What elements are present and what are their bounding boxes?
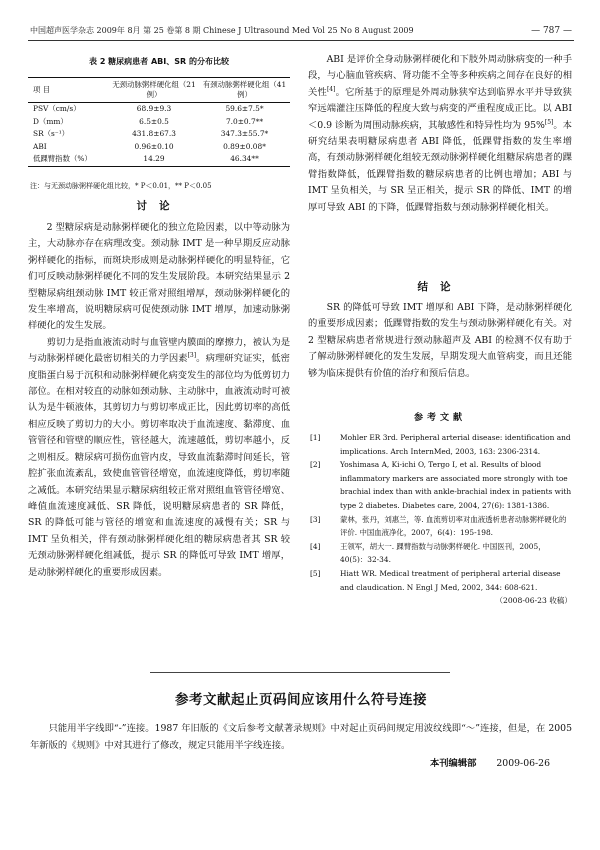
- received-date: （2008-06-23 收稿）: [495, 596, 572, 606]
- row-value-plaque: 0.89±0.08*: [223, 141, 266, 151]
- row-item: PSV（cm/s）: [33, 104, 81, 113]
- reference-text: 蒙林，张丹，刘惠兰，等. 血流剪切率对血液透析患者动脉粥样硬化的评价. 中国血液净化，2007，6(4)：195-198.: [340, 514, 567, 538]
- table-row: [28, 141, 290, 154]
- reference-number: [2]: [310, 460, 321, 470]
- table-row: [28, 116, 290, 129]
- references-heading: 参考文献: [413, 413, 466, 423]
- citation: [3]: [187, 352, 197, 360]
- row-value-no-plaque: 14.29: [143, 154, 165, 164]
- discussion-paragraph-1: 2 型糖尿病是动脉粥样硬化的独立危险因素，以中等动脉为主，大动脉亦存在病理改变。颈动脉 IMT 是一种早期反应动脉粥样硬化的指标，而斑块形成则是动脉粥样硬化的明显特征，它们可反映动脉粥样硬化不同的发生发展阶段。本研究结果显示 2 型糖尿病组颈动脉 IMT 较正常对照组增厚，颈动脉粥样硬化的发生率增高，说明糖尿病可促使颈动脉 IMT 增厚，加速动脉粥样硬化的发生发展。: [28, 222, 290, 332]
- citation: [5]: [544, 118, 554, 126]
- conclusion-paragraph: SR 的降低可导致 IMT 增厚和 ABI 下降，是动脉粥样硬化的重要形成因素；低踝臂指数的发生与颈动脉粥样硬化有关。对 2 型糖尿病患者常规进行颈动脉超声及 ABI 的检测不仅有助于了解动脉粥样硬化的发生发展，早期发现大血管病变，而且还能够为临床提供有价值的治疗和预后信息。: [308, 302, 572, 379]
- row-item: 低踝臂指数（%）: [33, 154, 92, 164]
- row-value-plaque: 59.6±7.5*: [225, 104, 264, 113]
- table-header-row: [28, 78, 290, 103]
- editorial-office: 本刊编辑部: [429, 758, 477, 769]
- citation: [4]: [326, 85, 336, 93]
- row-value-plaque: 347.3±55.7*: [220, 129, 269, 139]
- reference-number: [5]: [310, 568, 321, 578]
- row-value-no-plaque: 6.5±0.5: [139, 116, 169, 126]
- notice-title: 参考文献起止页码间应该用什么符号连接: [175, 692, 427, 708]
- table-row: [28, 128, 290, 141]
- section-separator: [150, 672, 450, 673]
- reference-list: [310, 431, 572, 608]
- header-rule: [28, 40, 574, 41]
- conclusion-heading: 结论: [417, 281, 463, 293]
- col-no-plaque-header: 无颈动脉粥样硬化组（21 例）: [112, 80, 196, 99]
- notice-paragraph: 只能用半字线即“-”连接。1987 年旧版的《文后参考文献著录规则》中对起止页码间规定用波纹线即“～”连接，但是，在 2005 年新版的《规则》中对其进行了修改，规定只能用半字线连接。: [30, 723, 572, 751]
- running-header: [30, 24, 572, 38]
- row-item: D（mm）: [33, 116, 68, 126]
- notice-body: [30, 720, 572, 754]
- row-value-no-plaque: 431.8±67.3: [132, 129, 176, 139]
- row-item: ABI: [33, 141, 47, 151]
- reference-item: [310, 513, 572, 540]
- row-value-no-plaque: 68.9±9.3: [136, 104, 172, 113]
- row-value-plaque: 46.34**: [230, 154, 259, 164]
- reference-number: [1]: [310, 433, 321, 442]
- discussion-paragraph-2: 剪切力是指血液流动时与血管壁内膜面的摩擦力，被认为是与动脉粥样硬化最密切相关的力学因素[3]。病理研究证实，低密度脂蛋白易于沉积和动脉粥样硬化病变发生的部位均为低剪切力部位。在相对较直的动脉如颈动脉、主动脉中，血液流动时可被认为是牛顿液体，其剪切力与剪切率成正比，因此剪切率的高低相应反映了剪切力的大小。剪切率取决于血流速度、黏滞度、血管管径和管壁的顺应性，管径越大，流速越低，剪切率越小，反之则相反。糖尿病可损伤血管内皮，导致血流黏滞时间延长，管腔扩张血流紊乱，致使血管管径增宽，血流速度降低，剪切率随之减低。本研究结果显示糖尿病组较正常对照组血管管径增宽、峰值血流速度减低、SR 降低，说明糖尿病患者的 SR 降低，SR 的降低可能与管径的增宽和血流速度的减慢有关；SR 与 IMT 呈负相关，伴有颈动脉粥样硬化组的糖尿病患者其 SR 较无颈动脉粥样硬化组减低，提示 SR 的降低可导致 IMT 增厚，是动脉粥样硬化的重要形成因素。: [28, 336, 290, 578]
- table-row: [28, 153, 290, 166]
- discussion-paragraph-3: ABI 是评价全身动脉粥样硬化和下肢外周动脉病变的一种手段，与心脑血管疾病、肾功能不全等多种疾病之间存在良好的相关性[4]。它所基于的原理是外周动脉狭窄达到临界水平并导致狭窄远端灌注压降低的程度大致与病变的严重程度成正比。以 ABI＜0.9 诊断为周围动脉疾病，其敏感性和特异性均为 95%[5]。本研究结果表明糖尿病患者 ABI 降低，低踝臂指数的发生率增高，有颈动脉粥样硬化组较无颈动脉粥样硬化组糖尿病患者的踝臂指数降低，低踝臂指数的糖尿病患者的比例也增加；ABI 与 IMT 呈负相关，与 SR 呈正相关，提示 SR 的降低、IMT 的增厚可导致 ABI 的下降，低踝臂指数与颈动脉粥样硬化相关。: [308, 54, 572, 213]
- row-value-no-plaque: 0.96±0.10: [134, 141, 174, 151]
- reference-item: [310, 458, 572, 512]
- reference-text: Mohler ER 3rd. Peripheral arterial disease: identification and implications. Arch InternMed, 2003, 163: 2306-2314.: [340, 433, 571, 456]
- reference-text: Hiatt WR. Medical treatment of peripheral arterial disease and claudication. N Engl J Med, 2002, 344: 608-621.: [340, 568, 561, 592]
- reference-number: [3]: [310, 514, 321, 524]
- reference-item: [310, 431, 572, 458]
- reference-number: [4]: [310, 541, 321, 551]
- left-column: [28, 220, 290, 581]
- col-plaque-header: 有颈动脉粥样硬化组（41 例）: [202, 80, 287, 99]
- right-column: [308, 52, 572, 216]
- reference-text: 王领军，胡大一. 踝臂指数与动脉粥样硬化. 中国医刊，2005，40(5)：32-34.: [340, 541, 546, 565]
- results-table: [28, 77, 290, 167]
- journal-info: 中国超声医学杂志 2009年 8月 第 25 卷第 8 期 Chinese J Ultrasound Med Vol 25 No 8 August 2009: [30, 26, 414, 35]
- page-number: — 787 —: [531, 26, 572, 36]
- row-item: SR（s⁻¹）: [33, 129, 70, 139]
- reference-item: [310, 540, 572, 567]
- table-title: 表 2 糖尿病患者 ABI、SR 的分布比较: [89, 57, 229, 66]
- reference-text: Yoshimasa A, Ki-ichi O, Tergo I, et al. Results of blood inflammatory markers are associated more strongly with toe brachial index than with ankle-brachial index in patients with type 2 diabetes. Diabetes care, 2004, 27(6): 1381-1386.: [340, 460, 572, 510]
- notice-date: 2009-06-26: [496, 758, 550, 769]
- discussion-heading: 讨论: [136, 200, 182, 212]
- conclusion-block: [308, 300, 572, 382]
- notice-signature: [300, 757, 550, 771]
- row-value-plaque: 7.0±0.7**: [225, 116, 264, 126]
- table-row: [28, 103, 290, 116]
- reference-item: [310, 567, 572, 594]
- col-item-header: 项 目: [33, 85, 51, 94]
- table-note: 注：与无颈动脉粥样硬化组比较，* P＜0.01，** P＜0.05: [30, 182, 212, 190]
